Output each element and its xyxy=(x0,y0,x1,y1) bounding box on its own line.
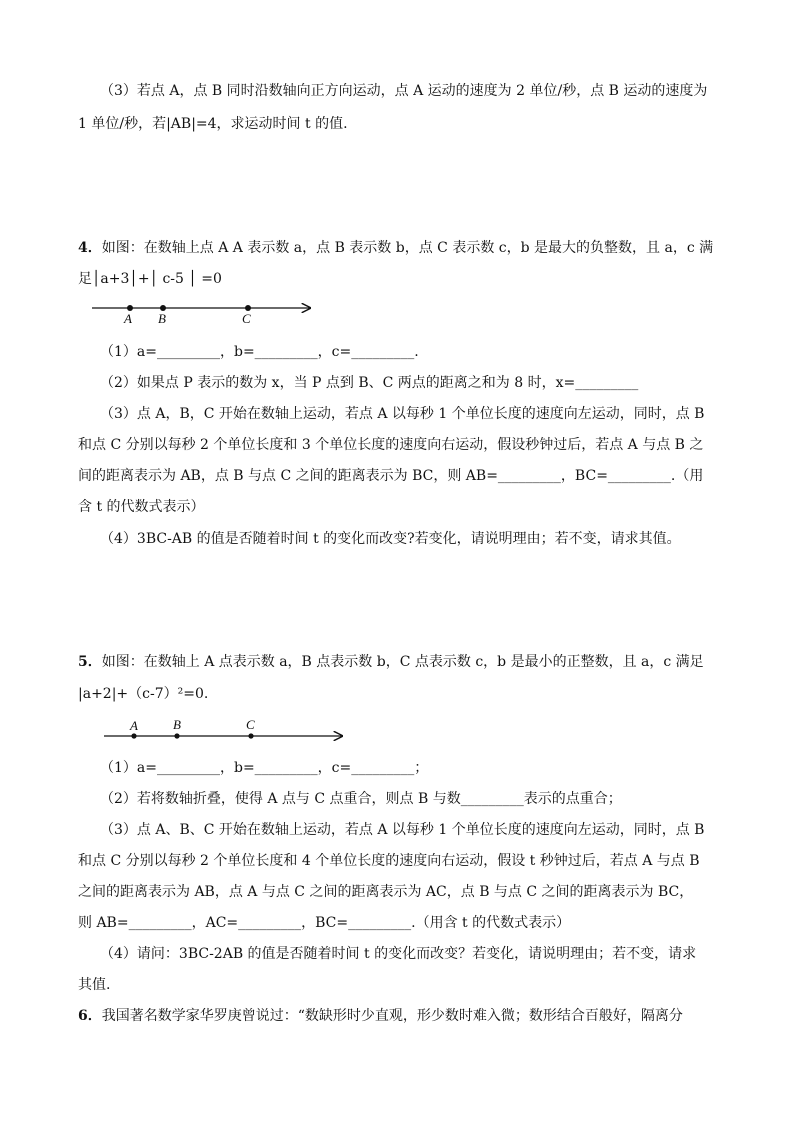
q6-stem-line1 xyxy=(78,1006,683,1026)
q4-part3-line3: 间的距离表示为 AB，点 B 与点 C 之间的距离表示为 BC，则 AB=_________，BC=_________.（用 xyxy=(78,468,704,484)
q4-part1: （1）a=_________，b=_________，c=_________. xyxy=(100,344,419,360)
q5-point-a xyxy=(131,733,136,738)
q4-label-c: C xyxy=(242,311,251,326)
q5-part4-line1: （4）请问：3BC-2AB 的值是否随着时间 t 的变化而改变？若变化，请说明理由；若不变，请求 xyxy=(100,946,697,962)
q5-stem-line2: |a+2|+（c-7）²=0. xyxy=(78,686,209,702)
q5-part3-line3: 之间的距离表示为 AB，点 A 与点 C 之间的距离表示为 AC，点 B 与点 C 之间的距离表示为 BC， xyxy=(78,884,694,900)
q3-part3-line2: 1 单位/秒，若|AB|=4，求运动时间 t 的值. xyxy=(78,116,348,132)
q5-number: 5． xyxy=(78,654,102,670)
q5-stem-text: 如图：在数轴上 A 点表示数 a，B 点表示数 b，C 点表示数 c，b 是最小的正整数，且 a，c 满足 xyxy=(101,654,704,670)
q6-stem-text: 我国著名数学家华罗庚曾说过：“数缺形时少直观，形少数时难入微；数形结合百般好，隔离分 xyxy=(101,1008,683,1024)
q4-stem-line2: 足│a+3│+│ c-5 │ =0 xyxy=(78,271,222,287)
q4-label-b: B xyxy=(158,311,166,326)
q4-label-a: A xyxy=(124,311,132,326)
q6-number: 6． xyxy=(78,1008,102,1024)
q4-part4: （4）3BC-AB 的值是否随着时间 t 的变化而改变?若变化，请说明理由；若不变，请求其值。 xyxy=(100,531,681,547)
q4-part3-line4: 含 t 的代数式表示） xyxy=(78,499,205,515)
q5-stem-line1 xyxy=(78,652,704,672)
q5-label-a: A xyxy=(130,718,138,733)
q5-point-b xyxy=(174,733,179,738)
q4-number-line xyxy=(88,298,328,328)
q5-part2: （2）若将数轴折叠，使得 A 点与 C 点重合，则点 B 与数_________表示的点重合； xyxy=(100,791,622,807)
q5-label-b: B xyxy=(173,717,181,732)
q4-part3-line2: 和点 C 分别以每秒 2 个单位长度和 3 个单位长度的速度向右运动，假设秒钟过后，若点 A 与点 B 之 xyxy=(78,437,704,453)
q5-number-line xyxy=(100,716,360,746)
q4-part2: （2）如果点 P 表示的数为 x，当 P 点到 B、C 两点的距离之和为 8 时，x=_________ xyxy=(100,375,639,391)
q5-part4-line2: 其值. xyxy=(78,977,111,993)
q5-label-c: C xyxy=(246,717,255,732)
q5-part1: （1）a=_________，b=_________，c=_________； xyxy=(100,760,429,776)
q5-part3-line4: 则 AB=_________，AC=_________，BC=_________.（用含 t 的代数式表示） xyxy=(78,915,571,931)
q4-number: 4． xyxy=(78,240,102,256)
q4-part3-line1: （3）点 A，B，C 开始在数轴上运动，若点 A 以每秒 1 个单位长度的速度向左运动，同时，点 B xyxy=(100,406,705,422)
q5-part3-line1: （3）点 A、B、C 开始在数轴上运动，若点 A 以每秒 1 个单位长度的速度向左运动，同时，点 B xyxy=(100,822,705,838)
q5-point-c xyxy=(248,733,253,738)
q4-stem-text: 如图：在数轴上点 A A 表示数 a，点 B 表示数 b，点 C 表示数 c，b 是最大的负整数，且 a，c 满 xyxy=(101,240,714,256)
q3-part3-line1: （3）若点 A，点 B 同时沿数轴向正方向运动，点 A 运动的速度为 2 单位/秒，点 B 运动的速度为 xyxy=(100,83,708,99)
q5-part3-line2: 和点 C 分别以每秒 2 个单位长度和 4 个单位长度的速度向右运动，假设 t 秒钟过后，若点 A 与点 B xyxy=(78,853,700,869)
q4-stem-line1 xyxy=(78,238,713,258)
